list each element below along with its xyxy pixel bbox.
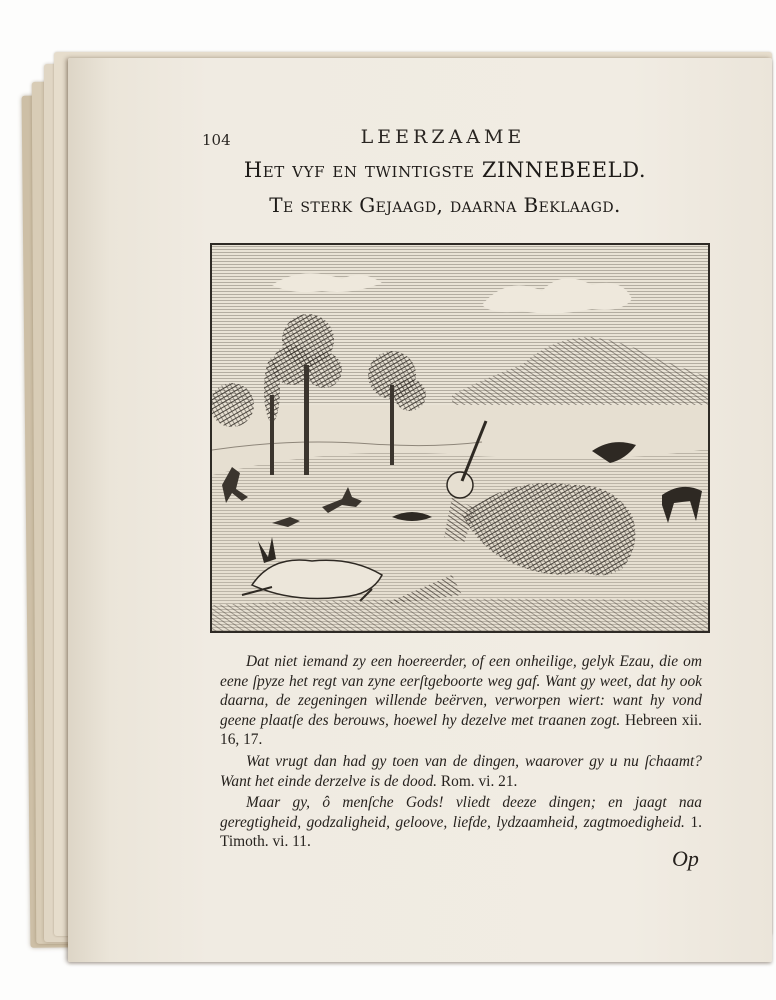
foreground-shading (212, 599, 708, 631)
quotation-paragraph (220, 652, 702, 750)
quotation-text: Dat niet iemand zy een hoereerder, of een onheilige, gelyk Ezau, die om eene ſpyze het regt van zyne eerſtgeboorte weg gaf. Want gy weet, dat hy ook daarna, de zegeningen willende beërven, verworpen wiert: want hy vond geene plaatſe des berouws, hoewel hy dezelve met traanen zogt. (220, 653, 702, 729)
quotation-paragraph (220, 752, 702, 791)
quotation-paragraph (220, 793, 702, 852)
scripture-reference: Rom. vi. 21. (440, 772, 518, 790)
running-title: LEERZAAME (360, 126, 526, 148)
scripture-reference: Hebreen xii. 16, 17. (220, 711, 702, 749)
page-number: 104 (202, 131, 231, 149)
engraving-illustration (210, 243, 710, 633)
emblem-motto: Te sterk Gejaagd, daarna Beklaagd. (269, 193, 621, 217)
scripture-reference: 1. Timoth. vi. 11. (220, 813, 702, 851)
scripture-quotations (220, 652, 702, 854)
catchword: Op (672, 846, 699, 871)
quotation-text: Maar gy, ô menſche Gods! vliedt deeze dingen; en jaagt naa geregtigheid, godzaligheid, geloove, liefde, lydzaamheid, zagtmoedigheid. (220, 794, 702, 831)
quotation-text: Wat vrugt dan had gy toen van de dingen, waarover gy u nu ſchaamt? Want het einde derzelve is de dood. (220, 752, 702, 790)
running-head (202, 126, 684, 152)
emblem-title: Het vyf en twintigste ZINNEBEELD. (243, 158, 647, 182)
